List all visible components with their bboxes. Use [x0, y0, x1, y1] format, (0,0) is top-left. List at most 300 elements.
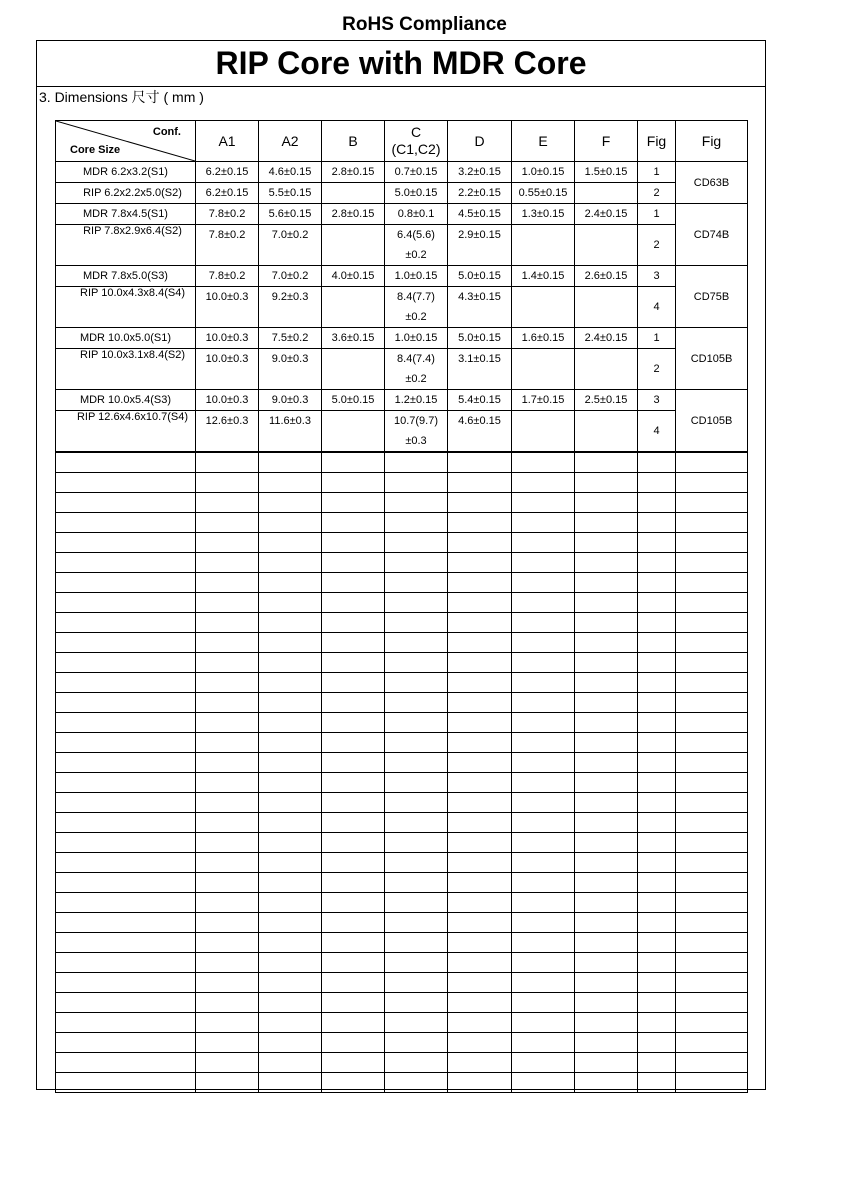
f-cell — [575, 287, 638, 328]
c-tolerance: ±0.3 — [405, 435, 427, 447]
empty-cell — [259, 673, 322, 693]
empty-cell — [385, 473, 448, 493]
empty-cell — [259, 893, 322, 913]
empty-cell — [676, 653, 748, 673]
table-row — [56, 225, 748, 266]
a1-cell: 7.8±0.2 — [196, 225, 259, 266]
page-title: RIP Core with MDR Core — [37, 41, 765, 87]
core-size-cell: RIP 10.0x3.1x8.4(S2) — [56, 349, 196, 390]
empty-cell — [638, 493, 676, 513]
empty-cell — [676, 973, 748, 993]
empty-cell — [385, 793, 448, 813]
empty-row — [56, 452, 748, 473]
part-number-cell: CD74B — [676, 204, 748, 266]
empty-cell — [512, 513, 575, 533]
empty-cell — [512, 593, 575, 613]
empty-cell — [196, 452, 259, 473]
empty-row — [56, 993, 748, 1013]
empty-cell — [676, 813, 748, 833]
empty-cell — [385, 713, 448, 733]
empty-cell — [56, 793, 196, 813]
c1-cell: 0.8±0.1 — [385, 204, 448, 225]
empty-cell — [575, 813, 638, 833]
empty-cell — [512, 753, 575, 773]
b-cell: 2.8±0.15 — [322, 162, 385, 183]
empty-cell — [512, 653, 575, 673]
empty-cell — [575, 473, 638, 493]
empty-cell — [259, 553, 322, 573]
col-header-c-top: C — [410, 124, 422, 140]
empty-cell — [385, 773, 448, 793]
empty-row — [56, 973, 748, 993]
empty-cell — [448, 1013, 512, 1033]
b-cell: 3.6±0.15 — [322, 328, 385, 349]
empty-cell — [259, 773, 322, 793]
empty-cell — [575, 1073, 638, 1093]
f-cell — [575, 349, 638, 390]
rohs-heading: RoHS Compliance — [342, 14, 507, 35]
empty-cell — [385, 553, 448, 573]
empty-cell — [259, 493, 322, 513]
empty-cell — [448, 893, 512, 913]
empty-cell — [448, 833, 512, 853]
empty-cell — [259, 573, 322, 593]
table-row — [56, 162, 748, 183]
fig-cell: 4 — [638, 287, 676, 328]
empty-cell — [638, 913, 676, 933]
empty-row — [56, 673, 748, 693]
empty-cell — [56, 853, 196, 873]
empty-cell — [512, 993, 575, 1013]
empty-cell — [196, 1013, 259, 1033]
c-tolerance: ±0.2 — [405, 373, 427, 385]
table-row — [56, 349, 748, 390]
empty-cell — [56, 693, 196, 713]
table-row — [56, 204, 748, 225]
empty-cell — [676, 1073, 748, 1093]
empty-cell — [322, 993, 385, 1013]
empty-cell — [512, 673, 575, 693]
empty-cell — [575, 753, 638, 773]
empty-cell — [448, 673, 512, 693]
f-cell: 2.6±0.15 — [575, 266, 638, 287]
empty-cell — [259, 973, 322, 993]
empty-cell — [448, 1033, 512, 1053]
empty-cell — [575, 493, 638, 513]
empty-cell — [676, 733, 748, 753]
empty-cell — [56, 613, 196, 633]
empty-cell — [512, 1073, 575, 1093]
empty-cell — [575, 553, 638, 573]
empty-cell — [638, 893, 676, 913]
empty-cell — [196, 853, 259, 873]
empty-cell — [322, 953, 385, 973]
section-label: 3. Dimensions 尺寸 ( mm ) — [39, 89, 204, 105]
empty-cell — [638, 753, 676, 773]
empty-cell — [385, 1053, 448, 1073]
empty-cell — [512, 613, 575, 633]
empty-cell — [259, 853, 322, 873]
empty-cell — [259, 1073, 322, 1093]
empty-cell — [512, 693, 575, 713]
empty-cell — [56, 533, 196, 553]
empty-row — [56, 593, 748, 613]
empty-cell — [322, 633, 385, 653]
empty-cell — [448, 473, 512, 493]
empty-row — [56, 773, 748, 793]
c-tolerance: ±0.2 — [405, 311, 427, 323]
e-cell: 1.4±0.15 — [512, 266, 575, 287]
empty-cell — [259, 653, 322, 673]
empty-cell — [322, 1053, 385, 1073]
fig-cell: 4 — [638, 411, 676, 453]
a1-cell: 10.0±0.3 — [196, 349, 259, 390]
empty-cell — [322, 613, 385, 633]
empty-cell — [676, 452, 748, 473]
empty-cell — [512, 913, 575, 933]
part-number-cell: CD105B — [676, 328, 748, 390]
empty-cell — [448, 753, 512, 773]
empty-cell — [196, 733, 259, 753]
a1-cell: 10.0±0.3 — [196, 287, 259, 328]
empty-cell — [259, 873, 322, 893]
empty-row — [56, 573, 748, 593]
empty-cell — [448, 973, 512, 993]
empty-cell — [676, 633, 748, 653]
empty-row — [56, 873, 748, 893]
a1-cell: 7.8±0.2 — [196, 204, 259, 225]
empty-cell — [385, 973, 448, 993]
empty-cell — [575, 933, 638, 953]
empty-cell — [638, 773, 676, 793]
empty-cell — [676, 693, 748, 713]
empty-cell — [385, 913, 448, 933]
empty-cell — [322, 1013, 385, 1033]
empty-cell — [676, 673, 748, 693]
empty-cell — [512, 893, 575, 913]
empty-cell — [56, 593, 196, 613]
empty-cell — [259, 473, 322, 493]
empty-cell — [259, 813, 322, 833]
empty-cell — [56, 953, 196, 973]
empty-cell — [196, 793, 259, 813]
core-size-cell: RIP 12.6x4.6x10.7(S4) — [56, 411, 196, 453]
empty-cell — [676, 513, 748, 533]
empty-cell — [676, 493, 748, 513]
empty-cell — [575, 993, 638, 1013]
empty-cell — [385, 533, 448, 553]
empty-row — [56, 833, 748, 853]
empty-cell — [259, 513, 322, 533]
empty-cell — [676, 993, 748, 1013]
empty-cell — [448, 693, 512, 713]
empty-row — [56, 793, 748, 813]
f-cell — [575, 183, 638, 204]
empty-cell — [512, 573, 575, 593]
empty-cell — [196, 593, 259, 613]
empty-cell — [322, 533, 385, 553]
empty-cell — [385, 853, 448, 873]
empty-cell — [448, 653, 512, 673]
empty-cell — [676, 533, 748, 553]
d-cell: 3.2±0.15 — [448, 162, 512, 183]
empty-cell — [196, 633, 259, 653]
empty-cell — [448, 993, 512, 1013]
table-row — [56, 183, 748, 204]
empty-cell — [322, 813, 385, 833]
empty-cell — [575, 452, 638, 473]
empty-cell — [196, 1033, 259, 1053]
empty-cell — [676, 833, 748, 853]
c1-cell — [385, 287, 448, 328]
empty-cell — [196, 493, 259, 513]
empty-cell — [322, 593, 385, 613]
empty-cell — [575, 773, 638, 793]
empty-cell — [512, 1033, 575, 1053]
empty-cell — [196, 513, 259, 533]
a2-cell: 5.6±0.15 — [259, 204, 322, 225]
c1-cell: 5.0±0.15 — [385, 183, 448, 204]
empty-cell — [575, 713, 638, 733]
empty-cell — [259, 793, 322, 813]
empty-cell — [512, 833, 575, 853]
empty-cell — [322, 793, 385, 813]
empty-cell — [676, 753, 748, 773]
c1-cell — [385, 225, 448, 266]
empty-cell — [512, 473, 575, 493]
empty-cell — [259, 993, 322, 1013]
empty-cell — [196, 1073, 259, 1093]
b-cell — [322, 225, 385, 266]
empty-cell — [448, 773, 512, 793]
b-cell: 2.8±0.15 — [322, 204, 385, 225]
empty-row — [56, 533, 748, 553]
empty-cell — [638, 573, 676, 593]
col-header-fig: Fig — [638, 121, 676, 162]
empty-cell — [512, 773, 575, 793]
part-number-cell: CD75B — [676, 266, 748, 328]
empty-cell — [322, 1033, 385, 1053]
empty-row — [56, 813, 748, 833]
empty-cell — [259, 1033, 322, 1053]
empty-cell — [676, 553, 748, 573]
empty-cell — [512, 973, 575, 993]
empty-cell — [196, 813, 259, 833]
empty-cell — [385, 1033, 448, 1053]
empty-cell — [56, 833, 196, 853]
fig-cell: 3 — [638, 266, 676, 287]
a2-cell: 11.6±0.3 — [259, 411, 322, 453]
a1-cell: 6.2±0.15 — [196, 183, 259, 204]
empty-cell — [638, 793, 676, 813]
empty-cell — [196, 753, 259, 773]
empty-cell — [196, 913, 259, 933]
empty-row — [56, 653, 748, 673]
empty-cell — [512, 713, 575, 733]
c1-cell: 1.2±0.15 — [385, 390, 448, 411]
empty-cell — [638, 833, 676, 853]
document-frame — [36, 40, 766, 1090]
empty-cell — [638, 933, 676, 953]
empty-cell — [512, 933, 575, 953]
empty-cell — [448, 813, 512, 833]
e-cell: 0.55±0.15 — [512, 183, 575, 204]
empty-cell — [322, 1073, 385, 1093]
empty-cell — [676, 613, 748, 633]
empty-cell — [512, 633, 575, 653]
empty-cell — [259, 913, 322, 933]
empty-cell — [56, 452, 196, 473]
empty-cell — [575, 833, 638, 853]
d-cell: 4.5±0.15 — [448, 204, 512, 225]
fig-cell: 1 — [638, 204, 676, 225]
empty-cell — [575, 613, 638, 633]
empty-cell — [676, 913, 748, 933]
empty-cell — [56, 1073, 196, 1093]
c-tolerance: ±0.2 — [405, 249, 427, 261]
empty-cell — [259, 753, 322, 773]
empty-cell — [196, 673, 259, 693]
empty-cell — [676, 713, 748, 733]
a2-cell: 9.0±0.3 — [259, 349, 322, 390]
empty-row — [56, 633, 748, 653]
empty-cell — [56, 1033, 196, 1053]
fig-cell: 1 — [638, 162, 676, 183]
empty-cell — [385, 1073, 448, 1093]
empty-cell — [512, 553, 575, 573]
empty-cell — [196, 893, 259, 913]
empty-cell — [385, 613, 448, 633]
empty-cell — [448, 633, 512, 653]
empty-cell — [385, 1013, 448, 1033]
empty-cell — [259, 1013, 322, 1033]
d-cell: 5.0±0.15 — [448, 266, 512, 287]
empty-cell — [575, 873, 638, 893]
empty-cell — [638, 1033, 676, 1053]
b-cell — [322, 349, 385, 390]
empty-cell — [56, 493, 196, 513]
empty-row — [56, 753, 748, 773]
table-row — [56, 287, 748, 328]
a2-cell: 7.0±0.2 — [259, 266, 322, 287]
empty-cell — [575, 853, 638, 873]
empty-cell — [196, 613, 259, 633]
empty-cell — [676, 593, 748, 613]
empty-cell — [322, 653, 385, 673]
f-cell: 1.5±0.15 — [575, 162, 638, 183]
empty-cell — [448, 553, 512, 573]
empty-cell — [196, 573, 259, 593]
empty-cell — [575, 533, 638, 553]
col-header-e: E — [512, 121, 575, 162]
part-number-cell: CD63B — [676, 162, 748, 204]
empty-cell — [56, 713, 196, 733]
col-header-a2: A2 — [259, 121, 322, 162]
empty-cell — [512, 452, 575, 473]
empty-cell — [638, 1073, 676, 1093]
empty-cell — [259, 1053, 322, 1073]
empty-cell — [575, 693, 638, 713]
dimensions-table — [55, 120, 748, 1093]
empty-cell — [448, 513, 512, 533]
empty-cell — [322, 933, 385, 953]
b-cell — [322, 411, 385, 453]
empty-cell — [196, 533, 259, 553]
empty-cell — [448, 493, 512, 513]
empty-cell — [448, 853, 512, 873]
a2-cell: 9.0±0.3 — [259, 390, 322, 411]
empty-cell — [56, 753, 196, 773]
empty-cell — [575, 793, 638, 813]
e-cell: 1.6±0.15 — [512, 328, 575, 349]
col-header-c — [385, 121, 448, 162]
empty-cell — [385, 493, 448, 513]
empty-cell — [385, 993, 448, 1013]
empty-cell — [638, 473, 676, 493]
empty-row — [56, 1033, 748, 1053]
empty-cell — [385, 513, 448, 533]
empty-cell — [448, 533, 512, 553]
empty-row — [56, 693, 748, 713]
empty-cell — [385, 753, 448, 773]
empty-cell — [638, 1053, 676, 1073]
b-cell: 4.0±0.15 — [322, 266, 385, 287]
empty-cell — [322, 513, 385, 533]
fig-cell: 3 — [638, 390, 676, 411]
e-cell: 1.0±0.15 — [512, 162, 575, 183]
empty-cell — [259, 693, 322, 713]
empty-cell — [322, 473, 385, 493]
empty-cell — [512, 813, 575, 833]
empty-cell — [322, 833, 385, 853]
b-cell — [322, 287, 385, 328]
empty-cell — [638, 993, 676, 1013]
empty-row — [56, 953, 748, 973]
empty-cell — [56, 1013, 196, 1033]
empty-cell — [322, 733, 385, 753]
empty-cell — [575, 593, 638, 613]
empty-cell — [575, 1053, 638, 1073]
empty-cell — [676, 953, 748, 973]
empty-cell — [448, 573, 512, 593]
col-header-b: B — [322, 121, 385, 162]
empty-cell — [56, 993, 196, 1013]
empty-cell — [385, 693, 448, 713]
e-cell — [512, 287, 575, 328]
empty-cell — [676, 473, 748, 493]
a1-cell: 10.0±0.3 — [196, 328, 259, 349]
empty-cell — [56, 553, 196, 573]
empty-cell — [385, 873, 448, 893]
fig-cell: 2 — [638, 183, 676, 204]
b-cell: 5.0±0.15 — [322, 390, 385, 411]
empty-cell — [259, 533, 322, 553]
empty-cell — [512, 793, 575, 813]
empty-cell — [196, 833, 259, 853]
core-size-cell: MDR 7.8x5.0(S3) — [56, 266, 196, 287]
empty-cell — [385, 833, 448, 853]
empty-cell — [322, 452, 385, 473]
empty-cell — [448, 1073, 512, 1093]
corner-header — [56, 121, 196, 162]
c1-cell: 1.0±0.15 — [385, 266, 448, 287]
empty-cell — [259, 452, 322, 473]
empty-row — [56, 473, 748, 493]
empty-cell — [638, 452, 676, 473]
empty-cell — [512, 1053, 575, 1073]
d-cell: 2.2±0.15 — [448, 183, 512, 204]
c-value: 8.4(7.7) — [397, 291, 435, 303]
